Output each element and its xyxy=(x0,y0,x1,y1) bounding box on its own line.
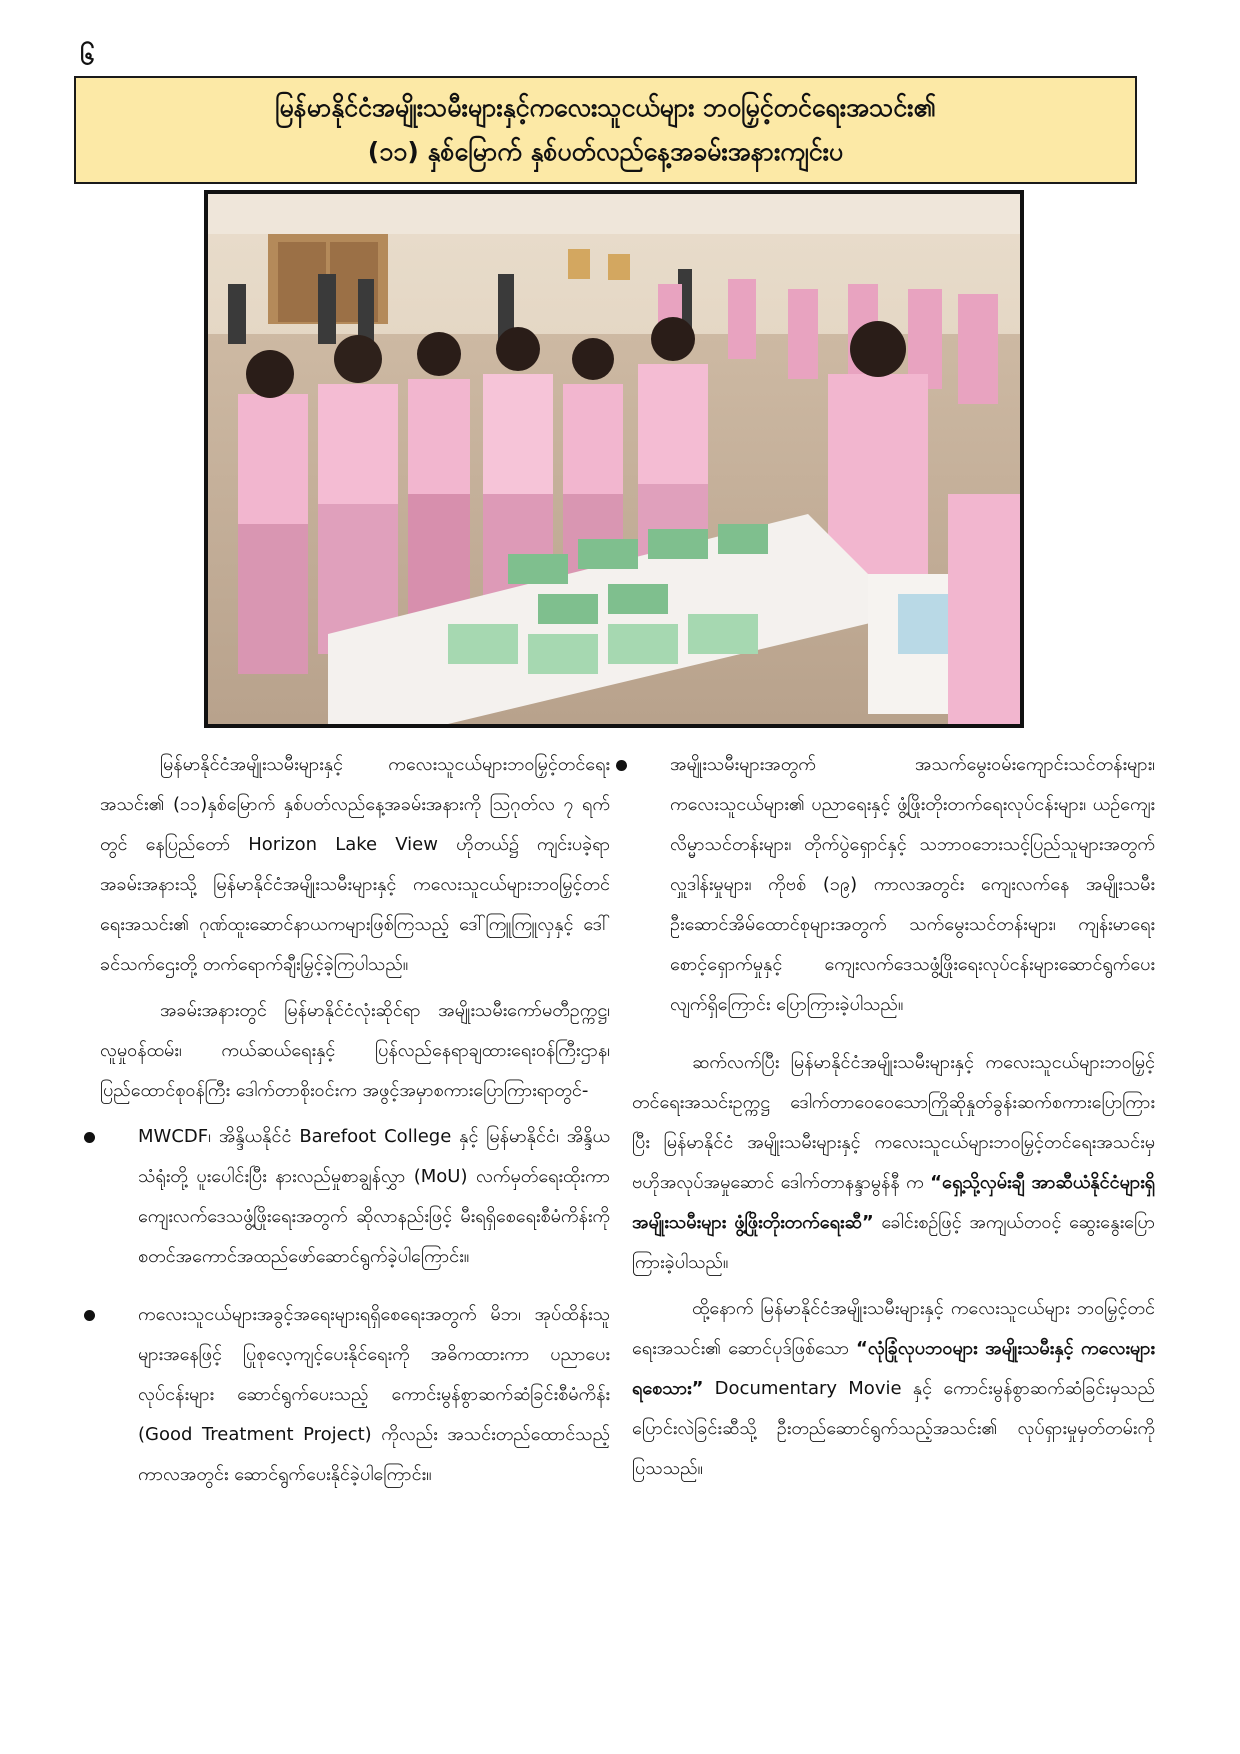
left-column xyxy=(100,745,610,1513)
bullet-text: အမျိုးသမီးများအတွက် အသက်မွေးဝမ်းကျောင်းသင်တန်းများ၊ ကလေးသူငယ်များ၏ ပညာရေးနှင့် ဖွံ့ဖြိုးတိုးတက်ရေးလုပ်ငန်းများ၊ ယဉ်ကျေးလိမ္မာသင်တန်းများ၊ တိုက်ပွဲရှောင်နှင့် သဘာဝဘေးသင့်ပြည်သူများအတွက် လှူဒါန်းမှုများ၊ ကိုဗစ် (၁၉) ကာလအတွင်း ကျေးလက်နေ အမျိုးသမီးဦးဆောင်အိမ်ထောင်စုများအတွက် သက်မွေးသင်တန်းများ၊ ကျန်းမာရေးစောင့်ရှောက်မှုနှင့် ကျေးလက်ဒေသဖွံ့ဖြိုးရေးလုပ်ငန်းများဆောင်ရွက်ပေးလျက်ရှိကြောင်း ပြောကြားခဲ့ပါသည်။ xyxy=(670,754,1155,1015)
paragraph-text: ထို့နောက် မြန်မာနိုင်ငံအမျိုးသမီးများနှင့် ကလေးသူငယ်များ ဘဝမြှင့်တင်ရေးအသင်း၏ ဆောင်ပုဒ်ဖြစ်သော xyxy=(632,1298,1155,1359)
bullet-text: ကလေးသူငယ်များအခွင့်အရေးများရရှိစေရေးအတွက် မိဘ၊ အုပ်ထိန်းသူများအနေဖြင့် ပြုစုလေ့ကျင့်ပေးနိုင်ရေးကို အဓိကထားကာ ပညာပေးလုပ်ငန်းများ ဆောင်ရွက်ပေးသည့် ကောင်းမွန်စွာဆက်ဆံခြင်းစီမံကိန်း (Good Treatment Project) ကိုလည်း အသင်းတည်ထောင်သည့် ကာလအတွင်း ဆောင်ရွက်ပေးနိုင်ခဲ့ပါကြောင်း။ xyxy=(138,1304,610,1485)
body-paragraph xyxy=(632,1289,1155,1489)
speech-title: “ရှေ့သို့လှမ်းချီ အာဆီယံနိုင်ငံများရှိ အမျိုးသမီးများ ဖွံ့ဖြိုးတိုးတက်ရေးဆီ” xyxy=(632,1172,1156,1233)
body-paragraph xyxy=(632,1043,1155,1283)
bullet-icon xyxy=(84,1132,95,1143)
page-number: ၆ xyxy=(80,41,95,71)
right-column xyxy=(632,745,1155,1495)
body-paragraph: မြန်မာနိုင်ငံအမျိုးသမီးများနှင့် ကလေးသူငယ်များဘဝမြှင့်တင်ရေးအသင်း၏ (၁၁)နှစ်မြောက် နှစ်ပတ်လည်နေ့အခမ်းအနားကို ဩဂုတ်လ ၇ ရက်တွင် နေပြည်တော် Horizon Lake View ဟိုတယ်၌ ကျင်းပခဲ့ရာ အခမ်းအနားသို့ မြန်မာနိုင်ငံအမျိုးသမီးများနှင့် ကလေးသူငယ်များဘဝမြှင့်တင်ရေးအသင်း၏ ဂုဏ်ထူးဆောင်နာယကများဖြစ်ကြသည့် ဒေါ်ကြူကြူလှနှင့် ဒေါ်ခင်သက်ဌေးတို့ တက်ရောက်ချီးမြှင့်ခဲ့ကြပါသည်။ xyxy=(100,754,610,975)
slogan-text: “လုံခြုံလုပဘဝများ အမျိုးသမီးနှင့် ကလေးများရစေသား” xyxy=(632,1338,1155,1399)
paragraph-text: Documentary Movie နှင့် ကောင်းမွန်စွာဆက်ဆံခြင်းမှသည် ပြောင်းလဲခြင်းဆီသို့ ဦးတည်ဆောင်ရွက်သည့်အသင်း၏ လုပ်ရှားမှုမှတ်တမ်းကို ပြသသည်။ xyxy=(632,1378,1155,1479)
headline-box xyxy=(74,76,1137,184)
bullet-icon xyxy=(84,1310,95,1321)
headline-line-2: (၁၁) နှစ်မြောက် နှစ်ပတ်လည်နေ့အခမ်းအနားကျင်းပ xyxy=(367,137,844,166)
bullet-item xyxy=(100,1117,610,1277)
bullet-icon xyxy=(616,760,627,771)
event-photo-illustration xyxy=(208,194,1020,724)
body-paragraph: အခမ်းအနားတွင် မြန်မာနိုင်ငံလုံးဆိုင်ရာ အမျိုးသမီးကော်မတီဥက္ကဋ္ဌ၊ လူမှုဝန်ထမ်း၊ ကယ်ဆယ်ရေးနှင့် ပြန်လည်နေရာချထားရေးဝန်ကြီးဌာန၊ ပြည်ထောင်စုဝန်ကြီး ဒေါက်တာစိုးဝင်းက အဖွင့်အမှာစကားပြောကြားရာတွင်- xyxy=(100,1000,610,1101)
event-photo xyxy=(204,190,1024,728)
paragraph-text: ဆက်လက်ပြီး မြန်မာနိုင်ငံအမျိုးသမီးများနှင့် ကလေးသူငယ်များဘဝမြှင့်တင်ရေးအသင်းဥက္ကဋ္ဌ ဒေါက်တာဝေဝေသောကြိုဆိုနှုတ်ခွန်းဆက်စကားပြောကြားပြီး မြန်မာနိုင်ငံ အမျိုးသမီးများနှင့် ကလေးသူငယ်များဘဝမြှင့်တင်ရေးအသင်းမှ ဗဟိုအလုပ်အမှုဆောင် ဒေါက်တာနန္ဒာမွန်နီ က xyxy=(632,1052,1155,1193)
headline-line-1: မြန်မာနိုင်ငံအမျိုးသမီးများနှင့်ကလေးသူငယ်များ ဘဝမြှင့်တင်ရေးအသင်း၏ xyxy=(275,93,936,122)
bullet-item xyxy=(632,745,1155,1025)
bullet-item xyxy=(100,1295,610,1495)
paragraph-text: ခေါင်းစဉ်ဖြင့် အကျယ်တဝင့် ဆွေးနွေးပြောကြားခဲ့ပါသည်။ xyxy=(632,1212,1155,1273)
bullet-text: MWCDF၊ အိန္ဒိယနိုင်ငံ Barefoot College နှင့် မြန်မာနိုင်ငံ၊ အိန္ဒိယသံရုံးတို့ ပူးပေါင်းပြီး နားလည်မှုစာချွန်လွှာ (MoU) လက်မှတ်ရေးထိုးကာ ကျေးလက်ဒေသဖွံ့ဖြိုးရေးအတွက် ဆိုလာနည်းဖြင့် မီးရရှိစေရေးစီမံကိန်းကို စတင်အကောင်အထည်ဖော်ဆောင်ရွက်ခဲ့ပါကြောင်း။ xyxy=(138,1126,610,1267)
